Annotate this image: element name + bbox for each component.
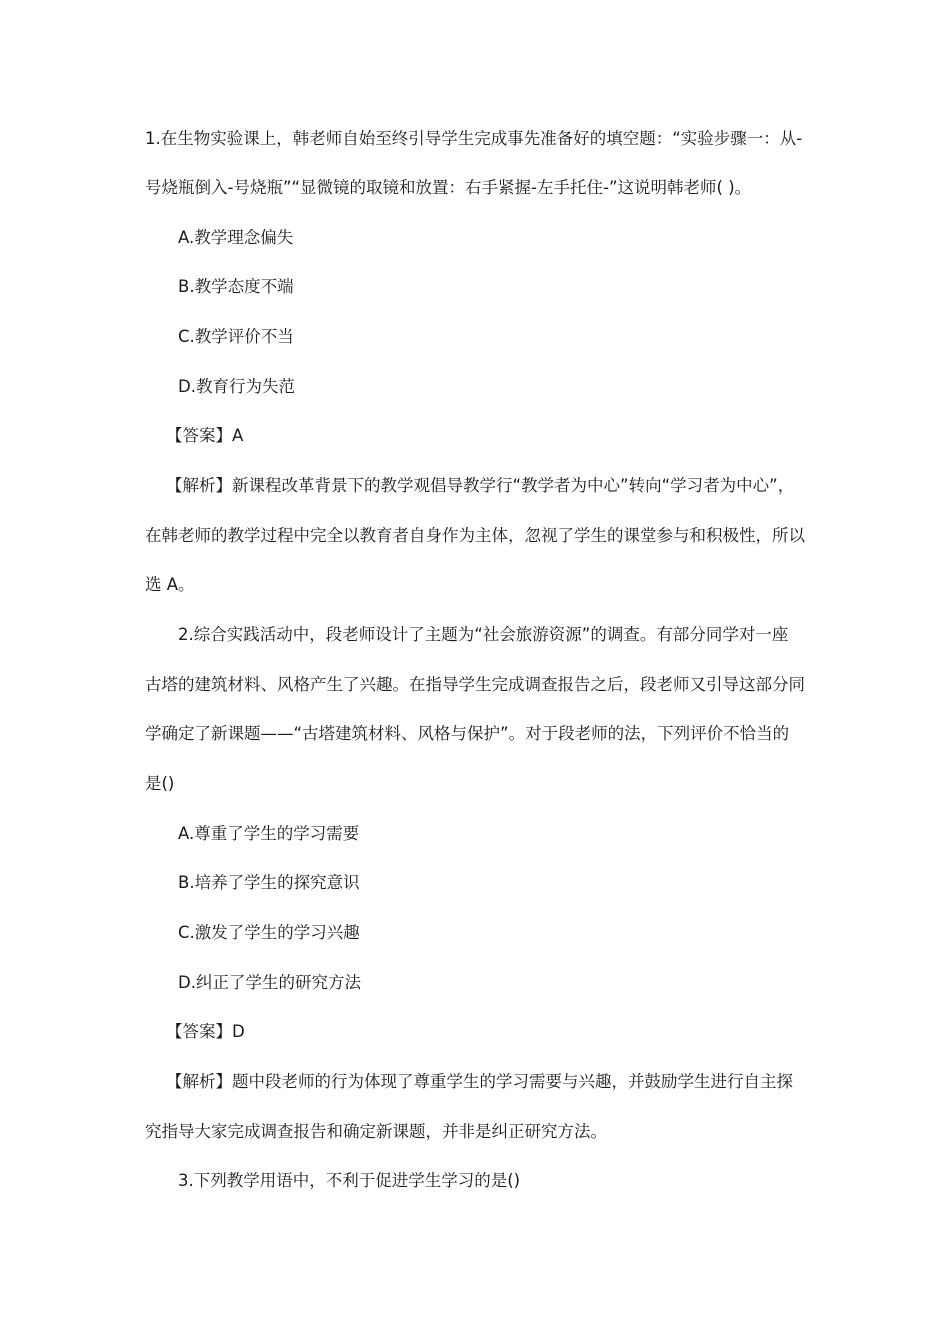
- q2-option-c: C.激发了学生的学习兴趣: [178, 923, 360, 942]
- q2-analysis-line-1: 【解析】题中段老师的行为体现了尊重学生的学习需要与兴趣，并鼓励学生进行自主探: [166, 1072, 793, 1091]
- q1-analysis-line-1: 【解析】新课程改革背景下的教学观倡导教学行“教学者为中心”转向“学习者为中心”，: [166, 476, 795, 495]
- q1-analysis-line-2: 在韩老师的教学过程中完全以教育者自身作为主体，忽视了学生的课堂参与和积极性，所以: [145, 526, 805, 545]
- q2-stem-line-1: 2.综合实践活动中，段老师设计了主题为“社会旅游资源”的调查。有部分同学对一座: [178, 625, 789, 644]
- q1-option-c: C.教学评价不当: [178, 327, 294, 346]
- q2-analysis-line-2: 究指导大家完成调查报告和确定新课题，并非是纠正研究方法。: [145, 1122, 607, 1141]
- q2-option-a: A.尊重了学生的学习需要: [178, 824, 360, 843]
- q2-stem-line-2: 古塔的建筑材料、风格产生了兴趣。在指导学生完成调查报告之后，段老师又引导这部分同: [145, 675, 805, 694]
- q1-option-d: D.教育行为失范: [178, 377, 295, 396]
- q3-stem-line-1: 3.下列教学用语中，不利于促进学生学习的是(): [178, 1171, 521, 1190]
- q1-option-a: A.教学理念偏失: [178, 228, 294, 247]
- q2-answer: 【答案】D: [166, 1022, 245, 1041]
- q1-stem-line-1: 1.在生物实验课上，韩老师自始至终引导学生完成事先准备好的填空题：“实验步骤一：从-: [145, 129, 803, 148]
- q1-stem-line-2: 号烧瓶倒入-号烧瓶”“显微镜的取镜和放置：右手紧握-左手托住-”这说明韩老师( )。: [145, 178, 752, 197]
- q2-stem-line-4: 是(): [145, 774, 175, 793]
- q1-answer: 【答案】A: [166, 426, 244, 445]
- q1-analysis-line-3: 选 A。: [145, 575, 195, 594]
- q2-option-b: B.培养了学生的探究意识: [178, 873, 360, 892]
- q1-option-b: B.教学态度不端: [178, 277, 294, 296]
- q2-option-d: D.纠正了学生的研究方法: [178, 973, 361, 992]
- q2-stem-line-3: 学确定了新课题——“古塔建筑材料、风格与保护”。对于段老师的法，下列评价不恰当的: [145, 724, 790, 743]
